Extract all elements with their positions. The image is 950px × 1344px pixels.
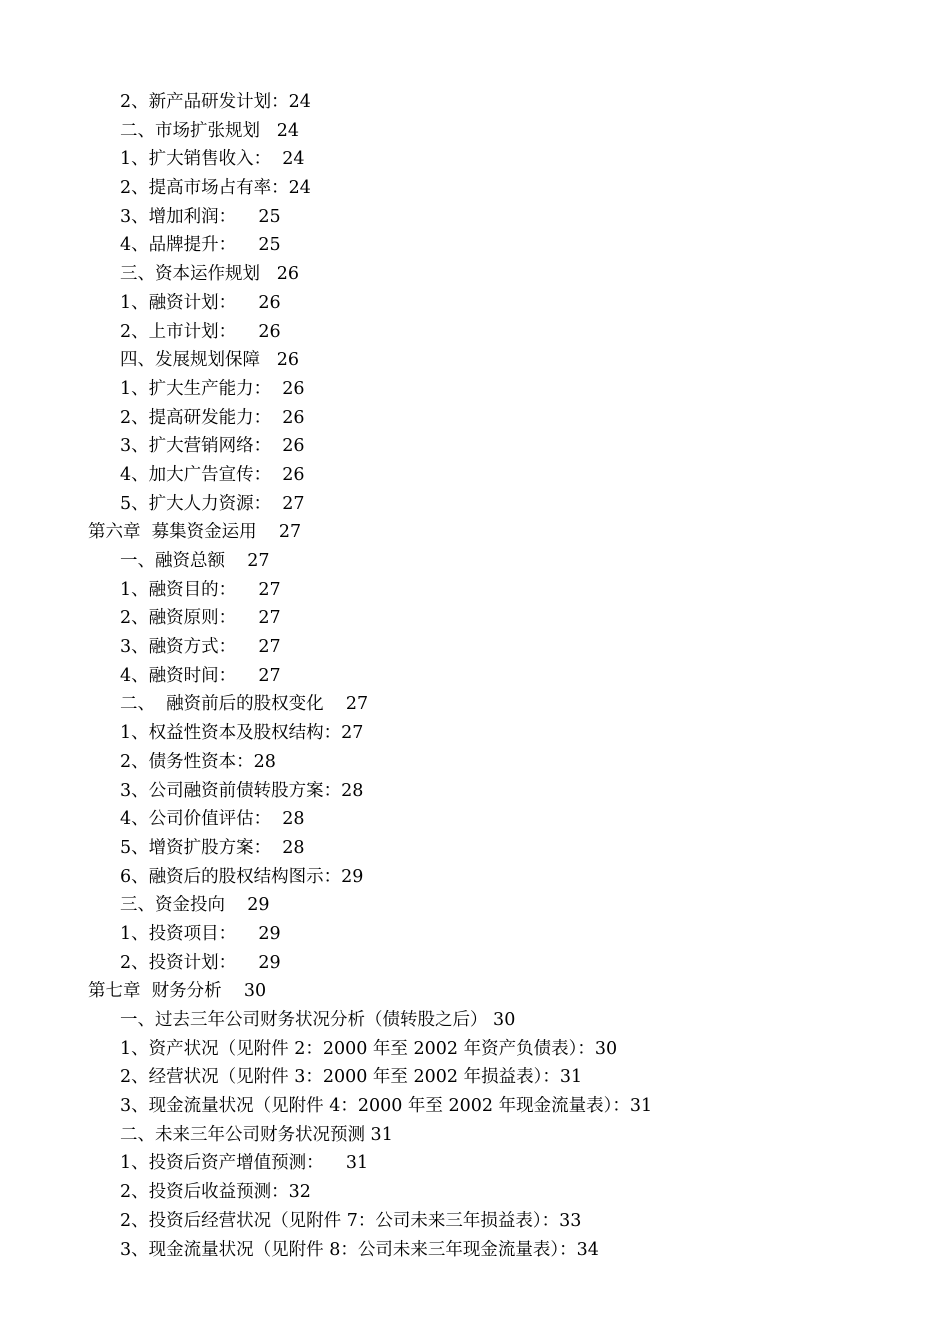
toc-entry: 2、投资计划： 29	[120, 952, 281, 973]
toc-entry: 1、投资项目： 29	[120, 923, 281, 944]
toc-entry: 1、融资目的： 27	[120, 579, 281, 600]
toc-entry: 4、品牌提升： 25	[120, 235, 281, 256]
toc-entry: 1、扩大生产能力： 26	[120, 378, 305, 399]
toc-entry: 5、增资扩股方案： 28	[120, 837, 305, 858]
toc-entry: 二、市场扩张规划 24	[120, 120, 299, 141]
toc-entry: 2、提高市场占有率：24	[120, 178, 311, 199]
toc-entry: 1、融资计划： 26	[120, 292, 281, 313]
toc-entry: 1、资产状况（见附件 2：2000 年至 2002 年资产负债表）：30	[120, 1038, 618, 1059]
toc-entry: 3、扩大营销网络： 26	[120, 436, 305, 457]
toc-entry: 二、 融资前后的股权变化 27	[120, 694, 369, 715]
toc-entry: 三、资本运作规划 26	[120, 264, 299, 285]
toc-entry: 1、投资后资产增值预测： 31	[120, 1153, 369, 1174]
toc-entry: 2、提高研发能力： 26	[120, 407, 305, 428]
toc-entry: 三、资金投向 29	[120, 895, 270, 916]
toc-chapter-entry: 第六章 募集资金运用 27	[88, 522, 302, 543]
toc-entry: 一、过去三年公司财务状况分析（债转股之后） 30	[120, 1010, 516, 1030]
toc-entry: 6、融资后的股权结构图示：29	[120, 866, 364, 887]
toc-entry: 5、扩大人力资源： 27	[120, 493, 305, 514]
toc-entry: 2、投资后经营状况（见附件 7：公司未来三年损益表）：33	[120, 1210, 582, 1231]
toc-entry: 1、权益性资本及股权结构：27	[120, 723, 364, 744]
toc-entry: 4、加大广告宣传： 26	[120, 464, 305, 485]
toc-entry: 4、融资时间： 27	[120, 665, 281, 686]
toc-entry: 2、经营状况（见附件 3：2000 年至 2002 年损益表）：31	[120, 1067, 583, 1088]
toc-entry: 2、融资原则： 27	[120, 608, 281, 629]
toc-entry: 4、公司价值评估： 28	[120, 809, 305, 830]
toc-entry: 3、增加利润： 25	[120, 206, 281, 227]
toc-entry: 2、债务性资本：28	[120, 751, 276, 772]
toc-entry: 二、未来三年公司财务状况预测 31	[120, 1124, 393, 1145]
toc-entry: 3、融资方式： 27	[120, 637, 281, 658]
table-of-contents	[0, 88, 950, 1264]
toc-entry: 四、发展规划保障 26	[120, 350, 299, 371]
toc-entry: 一、融资总额 27	[120, 551, 270, 571]
toc-entry: 3、现金流量状况（见附件 4：2000 年至 2002 年现金流量表）：31	[120, 1096, 653, 1117]
toc-entry: 2、投资后收益预测：32	[120, 1182, 311, 1203]
toc-entry: 1、扩大销售收入： 24	[120, 149, 305, 170]
toc-chapter-entry: 第七章 财务分析 30	[88, 981, 267, 1002]
toc-entry: 3、公司融资前债转股方案：28	[120, 780, 364, 801]
toc-entry: 2、新产品研发计划：24	[120, 92, 311, 112]
toc-entry: 2、上市计划： 26	[120, 321, 281, 342]
toc-entry: 3、现金流量状况（见附件 8：公司未来三年现金流量表）：34	[120, 1239, 599, 1260]
